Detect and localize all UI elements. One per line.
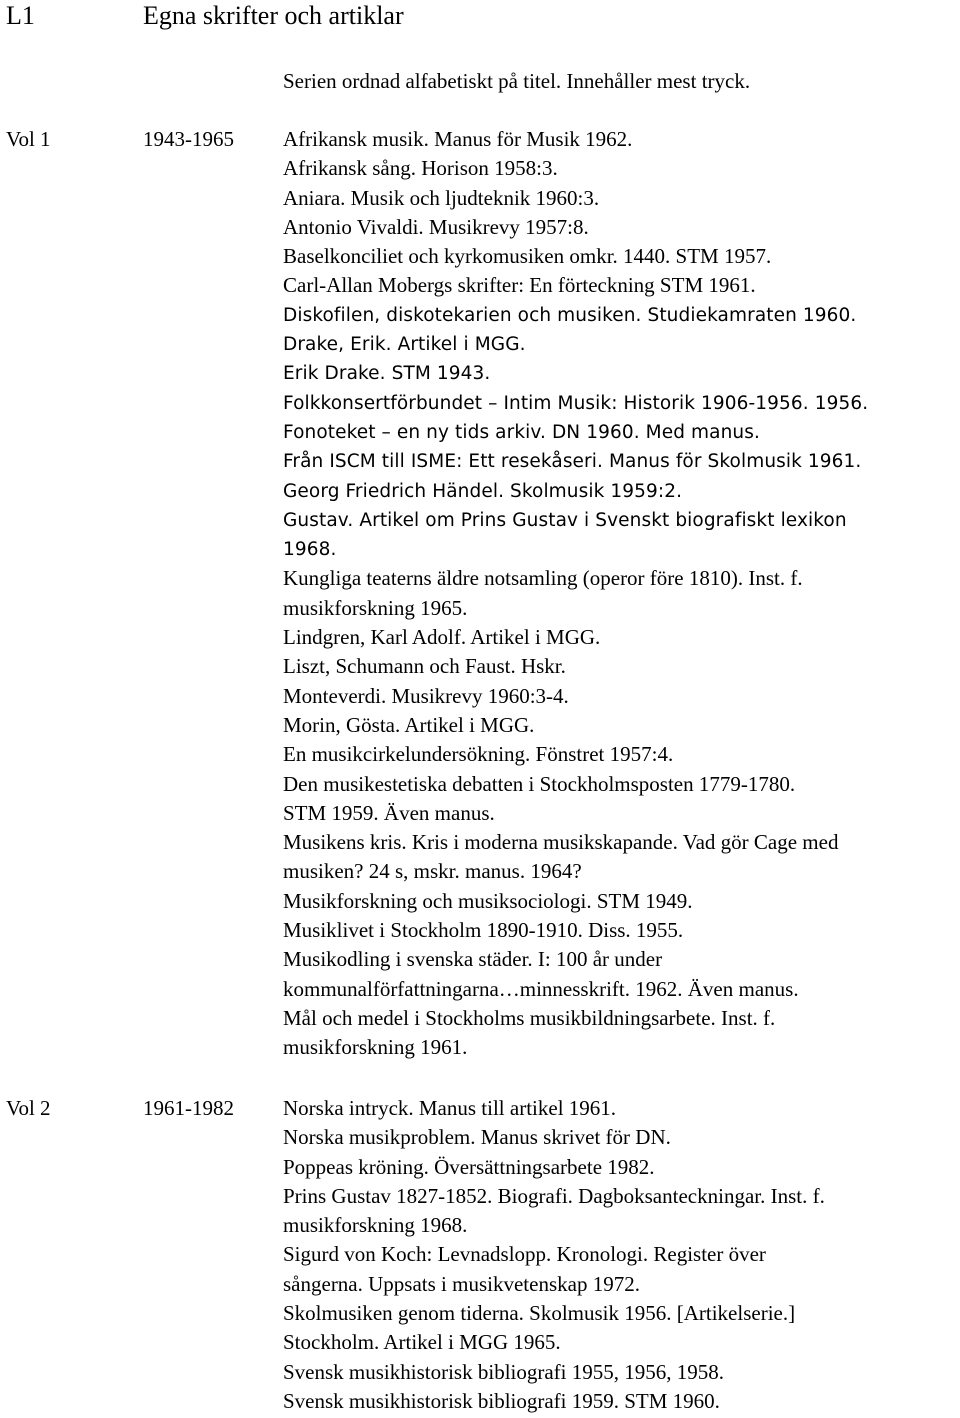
- volume-label: Vol 1: [6, 127, 51, 151]
- entry-line: Erik Drake. STM 1943.: [283, 363, 491, 385]
- entry-line: Monteverdi. Musikrevy 1960:3-4.: [283, 683, 569, 708]
- bibliography-entry: [283, 1387, 825, 1416]
- bibliography-entry: [283, 1094, 825, 1123]
- entry-line: Svensk musikhistorisk bibliografi 1955, 1956, 1958.: [283, 1359, 724, 1384]
- entry-line: Afrikansk musik. Manus för Musik 1962.: [283, 127, 633, 151]
- bibliography-entry: [283, 1004, 868, 1063]
- entry-line: Afrikansk sång. Horison 1958:3.: [283, 156, 558, 181]
- bibliography-entry: [283, 945, 868, 1004]
- bibliography-entry: [283, 652, 868, 681]
- entry-line: Svensk musikhistorisk bibliografi 1959. STM 1960.: [283, 1388, 720, 1413]
- bibliography-entry: [283, 1299, 825, 1328]
- entry-line: Morin, Gösta. Artikel i MGG.: [283, 712, 535, 737]
- bibliography-entry: [283, 271, 868, 300]
- entry-line: Musikforskning och musiksociologi. STM 1949.: [283, 888, 693, 913]
- bibliography-entry: [283, 1123, 825, 1152]
- bibliography-entry: [283, 184, 868, 213]
- bibliography-entry: [283, 623, 868, 652]
- entry-line: Norska musikproblem. Manus skrivet för DN.: [283, 1125, 671, 1150]
- entry-line: Musikodling i svenska städer. I: 100 år under: [283, 947, 663, 972]
- bibliography-entry: [283, 301, 868, 330]
- entry-line: Liszt, Schumann och Faust. Hskr.: [283, 654, 566, 679]
- entry-line: Poppeas kröning. Översättningsarbete 1982.: [283, 1154, 655, 1179]
- entry-line: Diskofilen, diskotekarien och musiken. Studiekamraten 1960.: [283, 304, 857, 326]
- bibliography-entry: [283, 125, 868, 154]
- bibliography-entry: [283, 1153, 825, 1182]
- bibliography-entry: [283, 770, 868, 829]
- bibliography-entry: [283, 1358, 825, 1387]
- entry-line: Carl-Allan Mobergs skrifter: En förteckning STM 1961.: [283, 273, 756, 298]
- bibliography-entry: [283, 740, 868, 769]
- entry-line: Folkkonsertförbundet – Intim Musik: Historik 1906-1956. 1956.: [283, 392, 869, 414]
- entry-line: musiken? 24 s, mskr. manus. 1964?: [283, 859, 582, 884]
- volume-entry-list: [283, 125, 868, 1063]
- bibliography-entry: [283, 1182, 825, 1241]
- entry-line: Mål och medel i Stockholms musikbildningsarbete. Inst. f.: [283, 1005, 776, 1030]
- entry-line: musikforskning 1965.: [283, 595, 468, 620]
- entry-line: Norska intryck. Manus till artikel 1961.: [283, 1096, 617, 1120]
- entry-line: Drake, Erik. Artikel i MGG.: [283, 334, 526, 356]
- entry-line: Georg Friedrich Händel. Skolmusik 1959:2.: [283, 480, 683, 502]
- entry-line: Stockholm. Artikel i MGG 1965.: [283, 1330, 561, 1355]
- bibliography-entry: [283, 330, 868, 359]
- volume-years: 1961-1982: [143, 1096, 234, 1120]
- entry-line: Baselkonciliet och kyrkomusiken omkr. 1440. STM 1957.: [283, 244, 772, 269]
- bibliography-entry: [283, 418, 868, 447]
- series-description: Serien ordnad alfabetiskt på titel. Innehåller mest tryck.: [283, 69, 751, 93]
- entry-line: Skolmusiken genom tiderna. Skolmusik 1956. [Artikelserie.]: [283, 1301, 796, 1326]
- entry-line: Gustav. Artikel om Prins Gustav i Svenskt biografiskt lexikon: [283, 509, 847, 531]
- bibliography-entry: [283, 477, 868, 506]
- volume-years: 1943-1965: [143, 127, 234, 151]
- volume-label: Vol 2: [6, 1096, 51, 1120]
- bibliography-entry: [283, 711, 868, 740]
- bibliography-entry: [283, 213, 868, 242]
- bibliography-entry: [283, 359, 868, 388]
- bibliography-entry: [283, 682, 868, 711]
- bibliography-entry: [283, 564, 868, 623]
- entry-line: kommunalförfattningarna…minnesskrift. 1962. Även manus.: [283, 976, 799, 1001]
- entry-line: Kungliga teaterns äldre notsamling (operor före 1810). Inst. f.: [283, 566, 803, 591]
- bibliography-entry: [283, 154, 868, 183]
- bibliography-entry: [283, 447, 868, 476]
- bibliography-entry: [283, 242, 868, 271]
- entry-line: musikforskning 1961.: [283, 1035, 468, 1060]
- entry-line: Aniara. Musik och ljudteknik 1960:3.: [283, 185, 600, 210]
- entry-line: En musikcirkelundersökning. Fönstret 1957:4.: [283, 742, 674, 767]
- entry-line: Antonio Vivaldi. Musikrevy 1957:8.: [283, 214, 589, 239]
- entry-line: Sigurd von Koch: Levnadslopp. Kronologi. Register över: [283, 1242, 766, 1267]
- bibliography-entry: [283, 916, 868, 945]
- series-title: Egna skrifter och artiklar: [143, 1, 404, 30]
- entry-line: sångerna. Uppsats i musikvetenskap 1972.: [283, 1271, 640, 1296]
- bibliography-entry: [283, 1240, 825, 1299]
- entry-line: Musikens kris. Kris i moderna musikskapande. Vad gör Cage med: [283, 830, 839, 855]
- entry-line: Musiklivet i Stockholm 1890-1910. Diss. 1955.: [283, 918, 684, 943]
- entry-line: Fonoteket – en ny tids arkiv. DN 1960. Med manus.: [283, 421, 760, 443]
- entry-line: 1968.: [283, 539, 337, 561]
- bibliography-entry: [283, 887, 868, 916]
- bibliography-entry: [283, 1328, 825, 1357]
- volume-entry-list: [283, 1094, 825, 1416]
- entry-line: STM 1959. Även manus.: [283, 800, 495, 825]
- bibliography-entry: [283, 506, 868, 565]
- entry-line: Från ISCM till ISME: Ett resekåseri. Manus för Skolmusik 1961.: [283, 451, 862, 473]
- entry-line: Lindgren, Karl Adolf. Artikel i MGG.: [283, 625, 601, 650]
- series-code: L1: [6, 1, 35, 30]
- entry-line: musikforskning 1968.: [283, 1213, 468, 1238]
- entry-line: Prins Gustav 1827-1852. Biografi. Dagboksanteckningar. Inst. f.: [283, 1183, 825, 1208]
- bibliography-entry: [283, 828, 868, 887]
- bibliography-entry: [283, 389, 868, 418]
- entry-line: Den musikestetiska debatten i Stockholmsposten 1779-1780.: [283, 771, 796, 796]
